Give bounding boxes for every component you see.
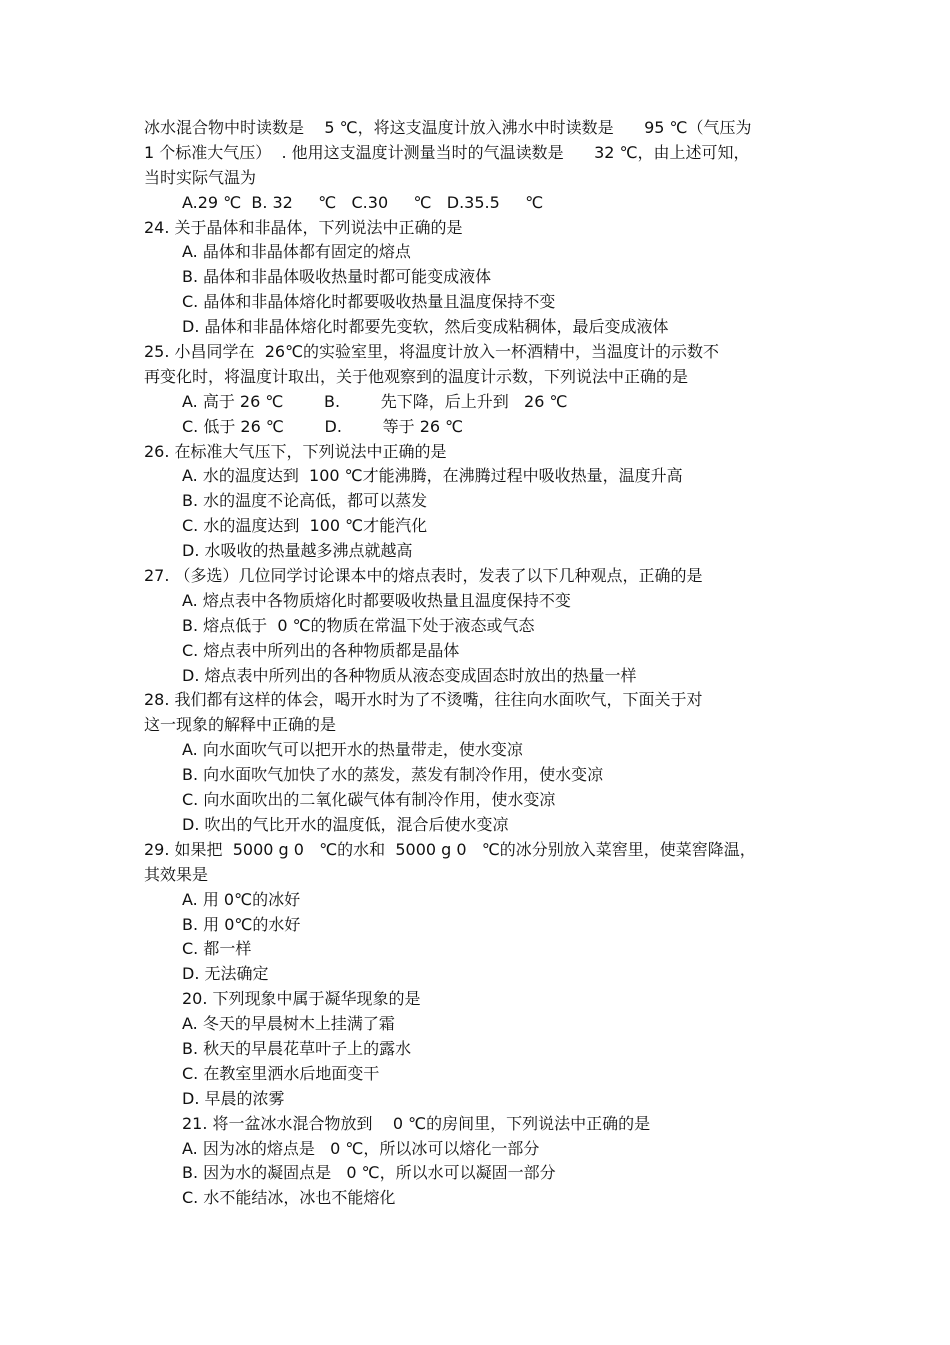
text-line: B. 熔点低于 0 ℃的物质在常温下处于液态或气态 (182, 615, 535, 635)
text-line: D. 水吸收的热量越多沸点就越高 (182, 541, 413, 561)
text-line: B. 晶体和非晶体吸收热量时都可能变成液体 (182, 267, 492, 287)
text-line: 1 个标准大气压） . 他用这支温度计测量当时的气温读数是 32 ℃，由上述可知， (144, 142, 750, 162)
text-line: C. 都一样 (182, 939, 252, 959)
text-line: D. 晶体和非晶体熔化时都要先变软，然后变成粘稠体，最后变成液体 (182, 317, 669, 337)
text-line: 其效果是 (144, 864, 209, 884)
text-line: C. 晶体和非晶体熔化时都要吸收热量且温度保持不变 (182, 292, 556, 312)
text-line: D. 熔点表中所列出的各种物质从液态变成固态时放出的热量一样 (182, 665, 637, 685)
text-line: A. 因为冰的熔点是 0 ℃，所以冰可以熔化一部分 (182, 1138, 540, 1158)
text-line: C. 向水面吹出的二氧化碳气体有制冷作用，使水变凉 (182, 790, 556, 810)
document-body (144, 116, 814, 1211)
text-line: 28. 我们都有这样的体会，喝开水时为了不烫嘴，往往向水面吹气，下面关于对 (144, 690, 703, 710)
text-line: 27. （多选）几位同学讨论课本中的熔点表时，发表了以下几种观点，正确的是 (144, 566, 703, 586)
text-line: B. 秋天的早晨花草叶子上的露水 (182, 1038, 412, 1058)
text-line: D. 早晨的浓雾 (182, 1088, 285, 1108)
text-line: 这一现象的解释中正确的是 (144, 715, 337, 735)
text-line: 21. 将一盆冰水混合物放到 0 ℃的房间里，下列说法中正确的是 (182, 1113, 651, 1133)
text-line: A. 高于 26 ℃ B. 先下降，后上升到 26 ℃ (182, 391, 568, 411)
text-line: C. 在教室里洒水后地面变干 (182, 1063, 380, 1083)
text-line: D. 无法确定 (182, 964, 269, 984)
text-line: D. 吹出的气比开水的温度低，混合后使水变凉 (182, 814, 509, 834)
text-line: C. 低于 26 ℃ D. 等于 26 ℃ (182, 416, 464, 436)
text-line: B. 水的温度不论高低，都可以蒸发 (182, 491, 428, 511)
text-line: 25. 小昌同学在 26℃的实验室里，将温度计放入一杯酒精中，当温度计的示数不 (144, 342, 720, 362)
text-line: C. 水的温度达到 100 ℃才能汽化 (182, 516, 428, 536)
text-line: 当时实际气温为 (144, 167, 257, 187)
text-line: C. 熔点表中所列出的各种物质都是晶体 (182, 640, 460, 660)
text-line: B. 因为水的凝固点是 0 ℃，所以水可以凝固一部分 (182, 1163, 556, 1183)
text-line: 26. 在标准大气压下，下列说法中正确的是 (144, 441, 447, 461)
text-line: A. 用 0℃的冰好 (182, 889, 301, 909)
text-line: B. 向水面吹气加快了水的蒸发，蒸发有制冷作用，使水变凉 (182, 765, 604, 785)
text-line: 24. 关于晶体和非晶体，下列说法中正确的是 (144, 217, 463, 237)
text-line: A. 水的温度达到 100 ℃才能沸腾，在沸腾过程中吸收热量，温度升高 (182, 466, 683, 486)
text-line: A. 冬天的早晨树木上挂满了霜 (182, 1014, 395, 1034)
text-line: 冰水混合物中时读数是 5 ℃，将这支温度计放入沸水中时读数是 95 ℃（气压为 (144, 118, 752, 137)
text-line: A.29 ℃ B. 32 ℃ C.30 ℃ D.35.5 ℃ (182, 192, 544, 212)
text-line: A. 向水面吹气可以把开水的热量带走，使水变凉 (182, 740, 523, 760)
text-line: A. 熔点表中各物质熔化时都要吸收热量且温度保持不变 (182, 590, 571, 610)
text-line: B. 用 0℃的水好 (182, 914, 301, 934)
text-line: 29. 如果把 5000 g 0 ℃的水和 5000 g 0 ℃的冰分别放入菜窖里，使菜窖降温， (144, 839, 756, 859)
text-line: 20. 下列现象中属于凝华现象的是 (182, 989, 421, 1009)
text-line: 再变化时，将温度计取出，关于他观察到的温度计示数，下列说法中正确的是 (144, 366, 689, 386)
text-line: A. 晶体和非晶体都有固定的熔点 (182, 242, 411, 262)
text-line: C. 水不能结冰，冰也不能熔化 (182, 1188, 396, 1208)
